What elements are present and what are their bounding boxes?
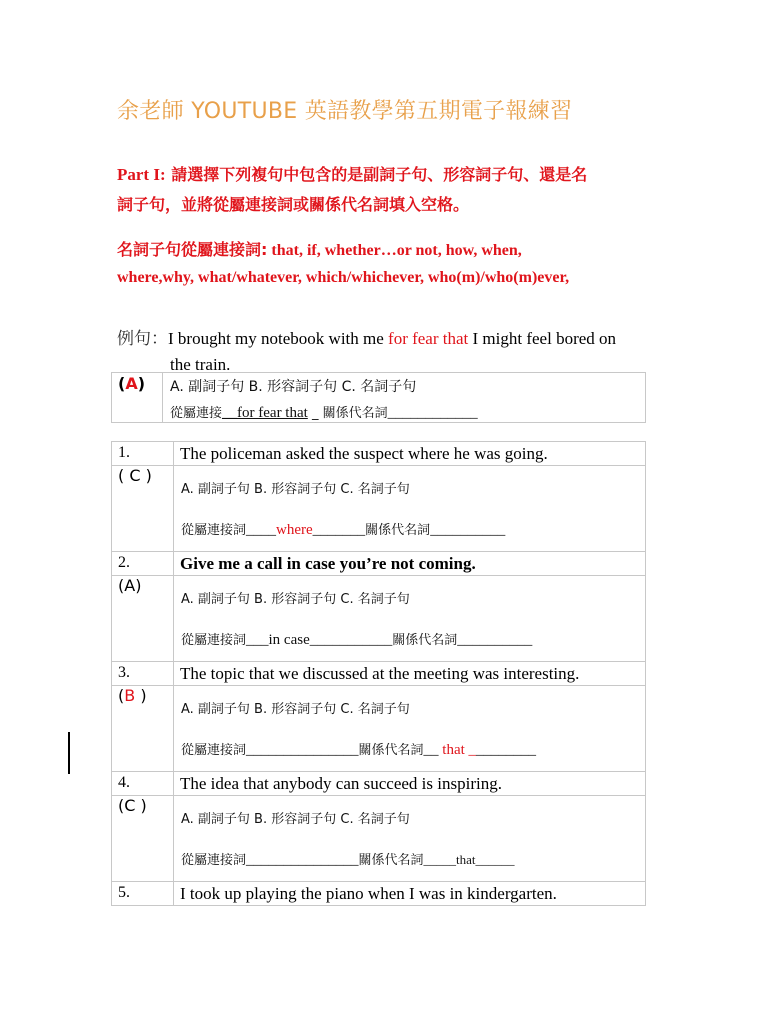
part-instruction — [117, 160, 677, 220]
question-number: 4. — [112, 772, 174, 796]
fill-label: 從屬連接 — [170, 406, 223, 421]
options-cell — [174, 576, 646, 662]
questions-table — [111, 441, 646, 906]
conjunction-line-1: that, if, whether…or not, how, when, — [267, 242, 522, 259]
question-row — [112, 552, 646, 576]
options-text: A. 副詞子句 B. 形容詞子句 C. 名詞子句 — [181, 592, 410, 607]
fill-value: __for fear that — [222, 405, 308, 421]
question-sentence: Give me a call in case you’re not coming. — [174, 552, 646, 576]
example-options: A. 副詞子句 B. 形容詞子句 C. 名詞子句 — [170, 379, 417, 395]
options-text: A. 副詞子句 B. 形容詞子句 C. 名詞子句 — [181, 702, 410, 717]
example-text-post: I might feel bored on — [468, 329, 617, 348]
question-answer: (A) — [112, 576, 174, 662]
options-cell — [174, 686, 646, 772]
example-fill — [163, 396, 645, 422]
fill-end: ____________ — [387, 405, 478, 421]
fill-blank: _______ — [312, 522, 366, 538]
fill-mid: _ 關係代名詞 — [307, 406, 388, 421]
conjunction-line-2: where,why, what/whatever, which/whichever, who(m)/who(m)ever, — [117, 269, 570, 286]
answer-row — [112, 466, 646, 552]
example-table — [111, 372, 646, 423]
question-sentence: The idea that anybody can succeed is inspiring. — [174, 772, 646, 796]
fill-label: 從屬連接詞 — [181, 633, 247, 648]
fill-line — [174, 607, 645, 649]
example-answer — [112, 373, 163, 423]
question-number: 2. — [112, 552, 174, 576]
question-row — [112, 442, 646, 466]
fill-blank: __________ — [457, 632, 533, 648]
options-text: A. 副詞子句 B. 形容詞子句 C. 名詞子句 — [181, 482, 410, 497]
question-sentence: The topic that we discussed at the meeting was interesting. — [174, 662, 646, 686]
options-cell — [174, 796, 646, 882]
answer-row — [112, 686, 646, 772]
options-text: A. 副詞子句 B. 形容詞子句 C. 名詞子句 — [181, 812, 410, 827]
fill-blank: ____ — [246, 522, 277, 538]
fill-label: 從屬連接詞 — [181, 523, 247, 538]
question-row — [112, 662, 646, 686]
fill-answer: ___in case___________ — [246, 632, 393, 648]
text-cursor — [68, 732, 70, 774]
example-highlight: for fear that — [388, 329, 469, 348]
answer-open: ( — [118, 686, 125, 705]
fill-line — [174, 827, 645, 869]
answer-open: ( — [118, 374, 126, 393]
question-number: 1. — [112, 442, 174, 466]
question-answer: (C ) — [112, 796, 174, 882]
answer-close: ) — [137, 374, 146, 393]
conjunction-list — [117, 236, 677, 291]
answer-letter: A — [125, 374, 138, 393]
question-row — [112, 882, 646, 906]
fill-answer: _____that______ — [423, 852, 515, 867]
fill-line — [174, 497, 645, 539]
part-label: Part I: — [117, 165, 166, 184]
example-text-pre: I brought my notebook with me — [168, 329, 389, 348]
fill-label-2: 關係代名詞 — [392, 633, 458, 648]
fill-line — [174, 717, 645, 759]
question-sentence: The policeman asked the suspect where he was going. — [174, 442, 646, 466]
instruction-line-1: 請選擇下列複句中包含的是副詞子句、形容詞子句、還是名 — [165, 165, 588, 184]
options-cell — [174, 466, 646, 552]
example-text-line2: the train. — [170, 355, 231, 374]
fill-answer: where — [276, 522, 313, 538]
answer-row — [112, 796, 646, 882]
answer-row — [112, 576, 646, 662]
example-sentence — [117, 326, 677, 377]
question-number: 5. — [112, 882, 174, 906]
instruction-line-2: 詞子句，並將從屬連接詞或關係代名詞填入空格。 — [117, 195, 470, 214]
example-label: 例句： — [117, 329, 168, 349]
fill-label: 從屬連接詞 — [181, 853, 247, 868]
example-options-cell — [163, 373, 646, 423]
fill-blank: __ — [423, 742, 443, 758]
fill-label-2: 關係代名詞 — [358, 743, 424, 758]
question-answer: ( C ) — [112, 466, 174, 552]
answer-letter: B — [124, 686, 136, 705]
question-sentence: I took up playing the piano when I was in kindergarten. — [174, 882, 646, 906]
fill-blank: _______________ — [246, 852, 359, 868]
question-row — [112, 772, 646, 796]
fill-label: 從屬連接詞 — [181, 743, 247, 758]
answer-close: ) — [135, 686, 147, 705]
conjunction-label: 名詞子句從屬連接詞: — [117, 240, 268, 259]
page-title: 余老師 YOUTUBE 英語教學第五期電子報練習 — [117, 99, 573, 124]
fill-blank: ________ — [476, 742, 537, 758]
fill-label-2: 關係代名詞 — [358, 853, 424, 868]
question-number: 3. — [112, 662, 174, 686]
fill-blank: __________ — [430, 522, 506, 538]
question-answer — [112, 686, 174, 772]
fill-label-2: 關係代名詞 — [365, 523, 431, 538]
fill-blank: _______________ — [246, 742, 359, 758]
fill-answer: that _ — [442, 742, 477, 758]
